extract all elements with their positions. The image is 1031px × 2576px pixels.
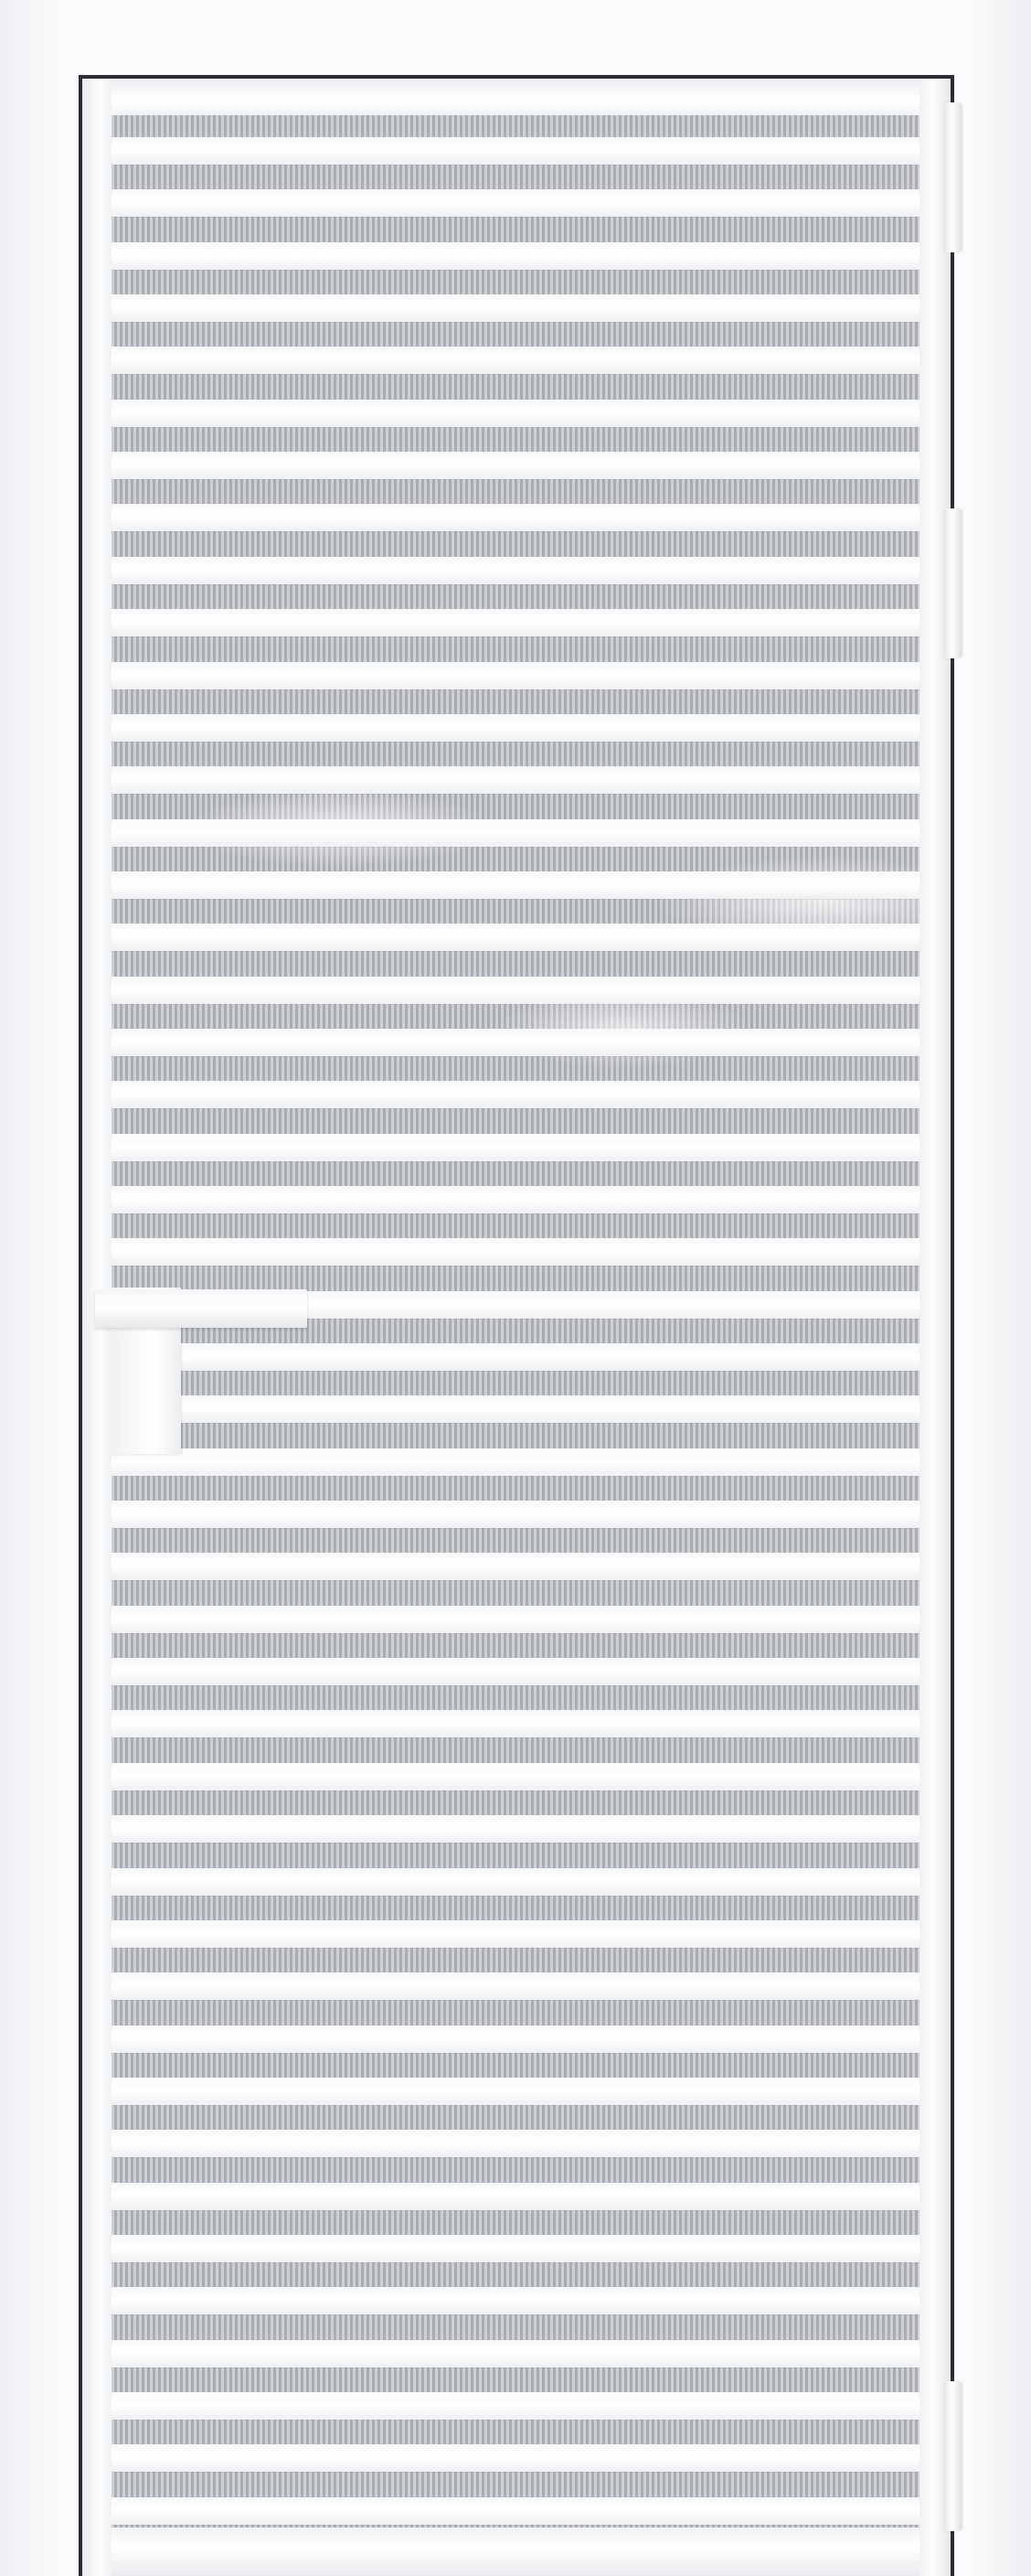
- glass-slat: [112, 347, 919, 374]
- glass-slat: [112, 2340, 919, 2368]
- glass-slat: [112, 2235, 919, 2262]
- door-handle[interactable]: [95, 1289, 307, 1328]
- glass-slat: [112, 714, 919, 742]
- glass-slat: [112, 1186, 919, 1213]
- glass-slat: [112, 242, 919, 270]
- hinge-bottom: [943, 2381, 962, 2531]
- glass-slat: [112, 1868, 919, 1896]
- door-rail-bottom: [112, 2528, 919, 2576]
- glass-slat: [112, 189, 919, 217]
- glass-slat: [112, 2287, 919, 2314]
- glass-slat: [112, 400, 919, 427]
- glass-slat: [112, 1710, 919, 1737]
- hinge-middle: [943, 508, 962, 658]
- glass-slat: [112, 977, 919, 1004]
- glass-slat: [112, 294, 919, 322]
- glass-slat: [112, 557, 919, 584]
- glass-slat: [112, 871, 919, 899]
- glass-slat: [112, 452, 919, 479]
- glass-slat: [112, 1029, 919, 1056]
- door-stile-right: [919, 79, 951, 2576]
- glass-slat: [112, 2078, 919, 2105]
- glass-slat: [112, 1658, 919, 1685]
- glass-slat: [112, 1081, 919, 1108]
- glass-slat: [112, 766, 919, 794]
- glass-slat: [112, 2444, 919, 2472]
- glass-slat: [112, 2183, 919, 2210]
- glass-slat: [112, 609, 919, 636]
- glass-slat: [112, 1920, 919, 1948]
- hinge-top: [943, 102, 962, 252]
- glass-slat: [112, 924, 919, 951]
- glass-slat: [112, 2130, 919, 2157]
- glass-slat: [112, 1972, 919, 2000]
- glass-slat: [112, 1134, 919, 1161]
- glass-slat: [112, 1815, 919, 1843]
- glass-slat: [112, 1553, 919, 1580]
- glass-slat: [112, 1606, 919, 1633]
- glass-slat: [112, 504, 919, 531]
- glass-slat: [112, 662, 919, 689]
- glass-slat: [112, 1763, 919, 1790]
- glass-slat: [112, 1501, 919, 1528]
- glass-slat: [112, 2026, 919, 2053]
- glass-slat: [112, 1238, 919, 1266]
- glass-slat: [112, 2392, 919, 2420]
- glass-slat: [112, 1395, 919, 1423]
- glass-slat: [112, 137, 919, 165]
- glass-slat: [112, 1448, 919, 1476]
- glass-slat: [112, 2497, 919, 2525]
- door-rail-top: [112, 79, 919, 115]
- glass-slat: [112, 1343, 919, 1371]
- glass-slat: [112, 819, 919, 847]
